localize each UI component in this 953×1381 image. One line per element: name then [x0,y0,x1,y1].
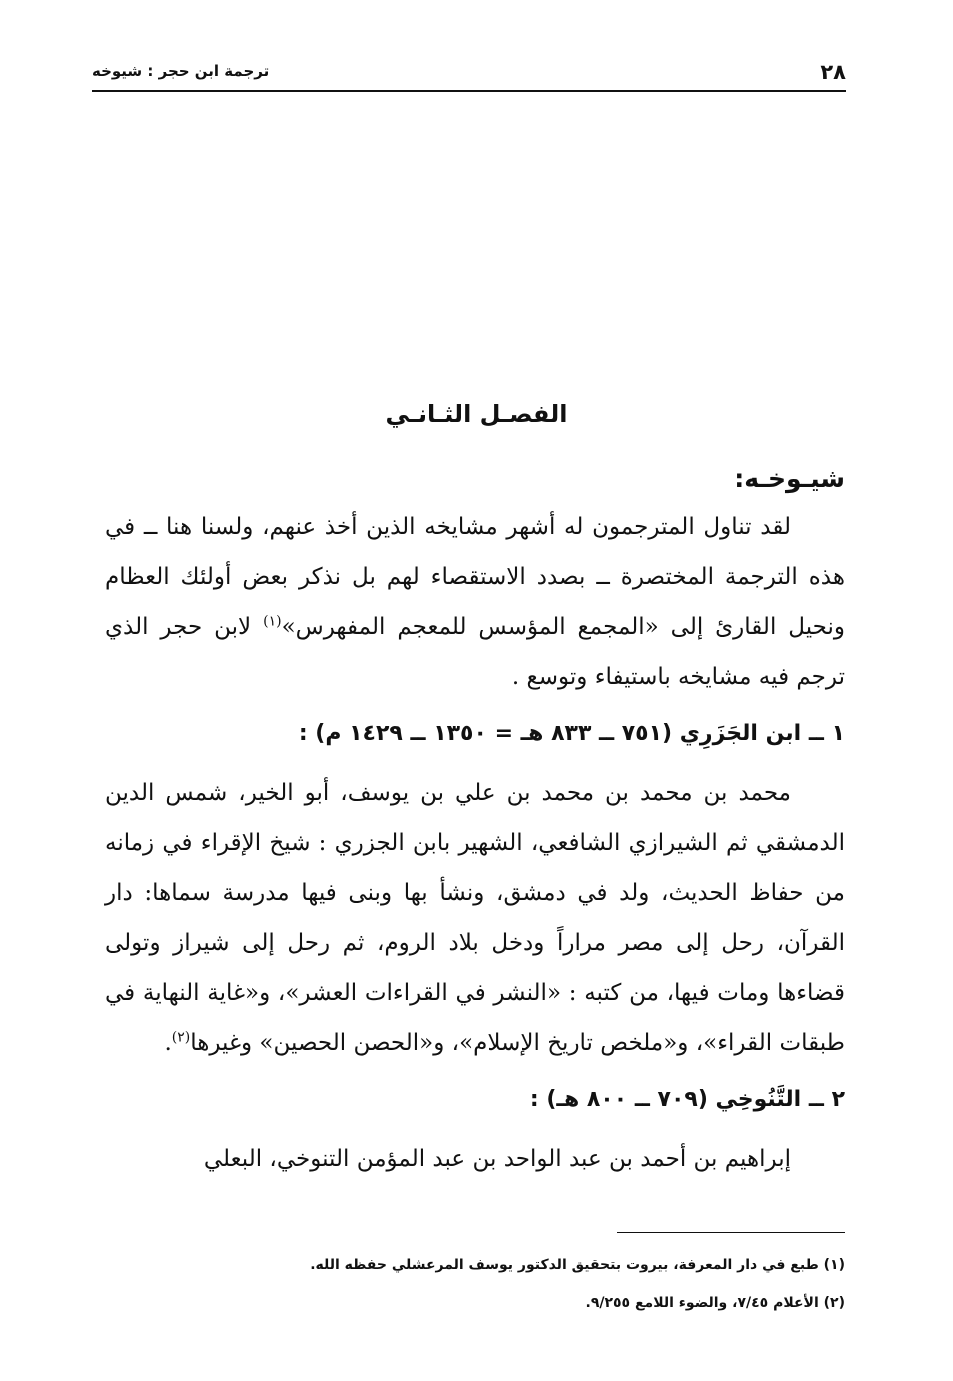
footnote-1: (١) طبع في دار المعرفة، بيروت بتحقيق الدكتور يوسف المرعشلي حفظه الله. [310,1257,845,1273]
entry-text-end: . [164,1030,172,1056]
entry-paragraph-ibn-al-jazari [105,768,845,1068]
footnote-2: (٢) الأعلام ٧/٤٥، والضوء اللامع ٩/٢٥٥. [585,1295,845,1311]
page-number: ٢٨ [820,60,846,84]
intro-text-end: لابن حجر الذي ترجم فيه مشايخه باستيفاء وتوسع . [105,614,845,690]
main-text [105,456,845,1184]
footnote-ref-1: (١) [263,613,282,630]
intro-text: لقد تناول المترجمون له أشهر مشايخه الذين أخذ عنهم، ولسنا هنا ــ في هذه الترجمة المختصرة ــ بصدد الاستقصاء لهم بل نذكر بعض أولئك العظام ونحيل القارئ إلى «المجمع المؤسس للمعجم المفهرس» [105,514,845,640]
section-label: شيـوخـه: [734,464,845,493]
footnotes [105,1246,845,1322]
footnote-ref-2: (٢) [171,1029,191,1046]
chapter-title: الفصـل الثـانـي [385,400,568,428]
intro-paragraph [105,502,845,702]
running-title: ترجمة ابن حجر : شيوخه [92,62,270,80]
entry-paragraph-al-tanukhi: إبراهيم بن أحمد بن عبد الواحد بن عبد المؤمن التنوخي، البعلي [203,1146,791,1172]
footnote-divider [617,1232,845,1233]
running-header [92,58,846,92]
entry-text: محمد بن محمد بن محمد بن علي بن يوسف، أبو الخير، شمس الدين الدمشقي ثم الشيرازي الشافعي، الشهير بابن الجزري : شيخ الإقراء في زمانه من حفاظ الحديث، ولد في دمشق، ونشأ بها وبنى فيها مدرسة سماها: دار القرآن، رحل إلى مصر مراراً ودخل بلاد الروم، ثم رحل إلى شيراز وتولى قضاءها ومات فيها، من كتبه : «النشر في القراءات العشر»، و«غاية النهاية في طبقات القراء»، و«ملخص تاريخ الإسلام»، و«الحصن الحصين» وغيرها [105,780,845,1056]
entry-heading-ibn-al-jazari: ١ ــ ابن الجَزَرِي (٧٥١ ــ ٨٣٣ هـ = ١٣٥٠ ــ ١٤٢٩ م) : [298,721,845,746]
entry-heading-al-tanukhi: ٢ ــ التَّنُوخِي (٧٠٩ ــ ٨٠٠ هـ) : [529,1087,845,1112]
